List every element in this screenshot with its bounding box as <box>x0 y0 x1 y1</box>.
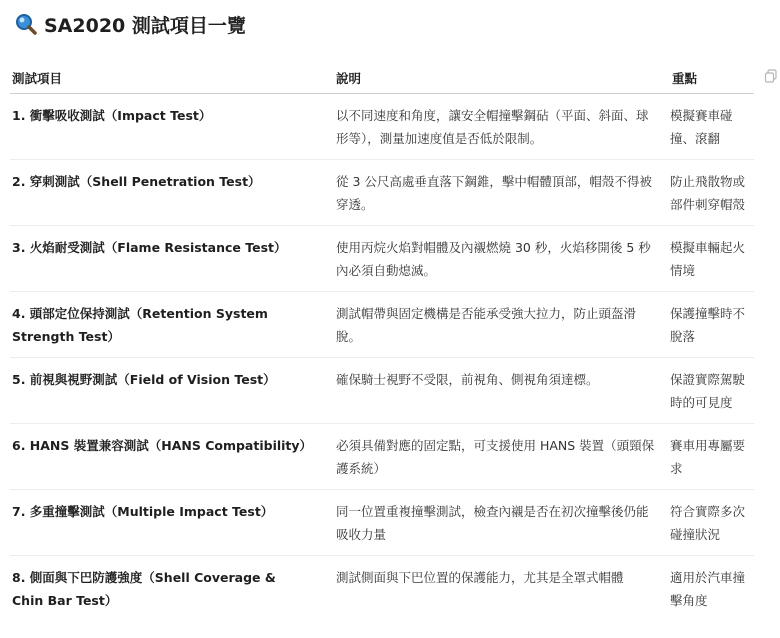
test-description-cell: 使用丙烷火焰對帽體及內襯燃燒 30 秒，火焰移開後 5 秒內必須自動熄滅。 <box>322 226 670 292</box>
table-row <box>10 358 754 424</box>
test-description-cell: 確保騎士視野不受限，前視角、側視角須達標。 <box>322 358 670 424</box>
test-name-cell: 8. 側面與下巴防護強度（Shell Coverage & Chin Bar Test） <box>12 570 276 608</box>
table-row <box>10 292 754 358</box>
page-title: SA2020 測試項目一覽 <box>44 14 246 37</box>
test-name-cell: 4. 頭部定位保持測試（Retention System Strength Test） <box>10 292 322 358</box>
test-description-cell: 測試側面與下巴位置的保護能力，尤其是全罩式帽體 <box>336 570 624 585</box>
test-focus-cell: 賽車用專屬要求 <box>670 424 754 490</box>
test-focus-cell: 保護撞擊時不脫落 <box>670 292 754 358</box>
table-row <box>10 490 754 556</box>
test-items-table <box>10 62 754 622</box>
test-description-cell: 以不同速度和角度，讓安全帽撞擊鋼砧（平面、斜面、球形等），測量加速度值是否低於限制。 <box>322 94 670 160</box>
test-focus-cell: 符合實際多次碰撞狀況 <box>670 490 754 556</box>
table-row <box>10 226 754 292</box>
table-row <box>10 94 754 160</box>
column-header-description: 說明 <box>322 62 670 94</box>
column-header-focus: 重點 <box>670 62 754 94</box>
magnifier-icon <box>14 12 38 36</box>
test-description-cell: 測試帽帶與固定機構是否能承受強大拉力，防止頭盔滑脫。 <box>322 292 670 358</box>
test-description-cell: 從 3 公尺高處垂直落下鋼錐，擊中帽體頂部，帽殼不得被穿透。 <box>322 160 670 226</box>
column-header-test-item: 測試項目 <box>10 62 322 94</box>
test-name-cell: 2. 穿刺測試（Shell Penetration Test） <box>10 160 322 226</box>
test-name-cell: 1. 衝擊吸收測試（Impact Test） <box>10 94 322 160</box>
test-description-cell: 必須具備對應的固定點，可支援使用 HANS 裝置（頭頸保護系統） <box>322 424 670 490</box>
table-row <box>10 160 754 226</box>
test-focus-cell: 適用於汽車撞擊角度 <box>670 570 746 608</box>
test-focus-cell: 防止飛散物或部件刺穿帽殼 <box>670 160 754 226</box>
test-focus-cell: 保證實際駕駛時的可見度 <box>670 358 754 424</box>
test-focus-cell: 模擬車輛起火情境 <box>670 226 754 292</box>
test-focus-cell: 模擬賽車碰撞、滾翻 <box>670 94 754 160</box>
test-name-cell: 3. 火焰耐受測試（Flame Resistance Test） <box>10 226 322 292</box>
table-header-row <box>10 62 754 94</box>
section-heading <box>14 10 246 38</box>
copy-table-button[interactable] <box>764 68 778 82</box>
table-row <box>10 424 754 490</box>
test-name-cell: 5. 前視與視野測試（Field of Vision Test） <box>10 358 322 424</box>
test-description-cell: 同一位置重複撞擊測試，檢查內襯是否在初次撞擊後仍能吸收力量 <box>322 490 670 556</box>
copy-icon <box>764 69 778 83</box>
test-name-cell: 7. 多重撞擊測試（Multiple Impact Test） <box>10 490 322 556</box>
table-row <box>10 556 754 622</box>
test-name-cell: 6. HANS 裝置兼容測試（HANS Compatibility） <box>10 424 322 490</box>
